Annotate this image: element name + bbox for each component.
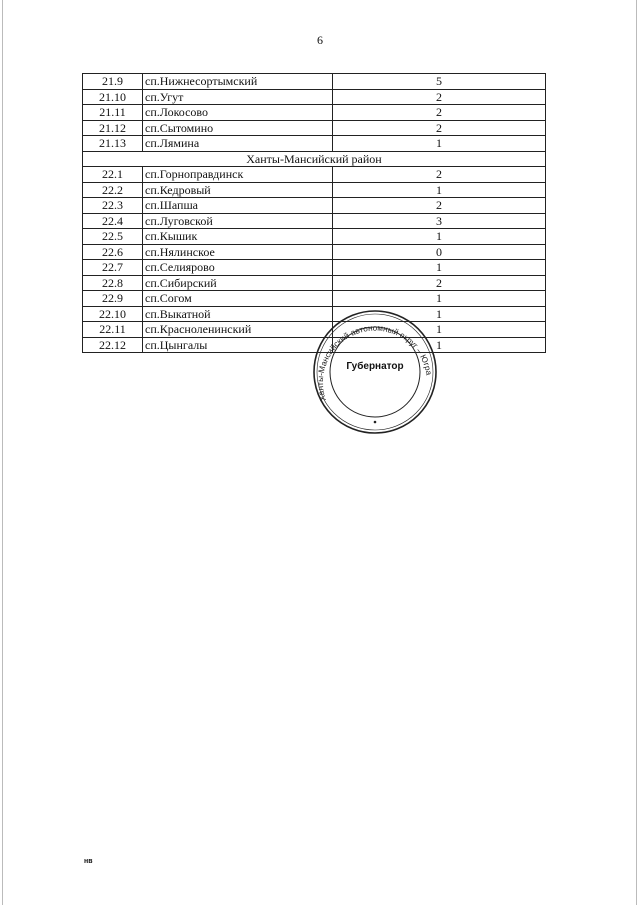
table-row <box>83 275 546 291</box>
stamp-ring-text: Ханты-Мансийский автономный округ – Югра <box>315 323 434 403</box>
table-row <box>83 244 546 260</box>
row-value: 2 <box>333 89 546 105</box>
row-number: 21.13 <box>83 136 143 152</box>
row-value: 2 <box>333 167 546 183</box>
row-value: 1 <box>333 337 546 353</box>
settlement-name: сп.Сытомино <box>143 120 333 136</box>
row-value: 1 <box>333 291 546 307</box>
settlement-name: сп.Согом <box>143 291 333 307</box>
settlement-name: сп.Цынгалы <box>143 337 333 353</box>
stamp-center-text: Губернатор <box>346 361 404 372</box>
table-row <box>83 260 546 276</box>
scan-edge-right <box>636 0 637 905</box>
row-value: 2 <box>333 105 546 121</box>
row-value: 1 <box>333 306 546 322</box>
table-row <box>83 120 546 136</box>
settlement-name: сп.Красноленинский <box>143 322 333 338</box>
table-row <box>83 198 546 214</box>
row-value: 2 <box>333 275 546 291</box>
row-number: 22.6 <box>83 244 143 260</box>
settlement-name: сп.Локосово <box>143 105 333 121</box>
section-title: Ханты-Мансийский район <box>83 151 546 167</box>
row-value: 2 <box>333 120 546 136</box>
table-row <box>83 74 546 90</box>
row-number: 21.11 <box>83 105 143 121</box>
row-value: 1 <box>333 229 546 245</box>
table-row <box>83 105 546 121</box>
settlement-name: сп.Сибирский <box>143 275 333 291</box>
row-number: 22.10 <box>83 306 143 322</box>
row-number: 22.11 <box>83 322 143 338</box>
settlement-name: сп.Селиярово <box>143 260 333 276</box>
row-number: 22.3 <box>83 198 143 214</box>
row-number: 22.7 <box>83 260 143 276</box>
row-value: 1 <box>333 136 546 152</box>
row-value: 2 <box>333 198 546 214</box>
row-number: 22.4 <box>83 213 143 229</box>
row-number: 22.2 <box>83 182 143 198</box>
row-value: 0 <box>333 244 546 260</box>
row-number: 21.12 <box>83 120 143 136</box>
settlement-name: сп.Нялинское <box>143 244 333 260</box>
row-value: 5 <box>333 74 546 90</box>
settlement-name: сп.Лямина <box>143 136 333 152</box>
row-number: 22.1 <box>83 167 143 183</box>
table-row <box>83 89 546 105</box>
row-number: 21.9 <box>83 74 143 90</box>
table-row <box>83 182 546 198</box>
row-number: 22.9 <box>83 291 143 307</box>
table-row <box>83 167 546 183</box>
scan-edge-left <box>2 0 3 905</box>
settlement-name: сп.Шапша <box>143 198 333 214</box>
settlement-name: сп.Луговской <box>143 213 333 229</box>
settlement-name: сп.Горноправдинск <box>143 167 333 183</box>
stamp-dot <box>374 421 377 424</box>
row-number: 21.10 <box>83 89 143 105</box>
table-row <box>83 229 546 245</box>
settlement-name: сп.Нижнесортымский <box>143 74 333 90</box>
governor-stamp <box>312 300 438 452</box>
table-row <box>83 213 546 229</box>
row-number: 22.8 <box>83 275 143 291</box>
settlement-name: сп.Выкатной <box>143 306 333 322</box>
row-value: 1 <box>333 182 546 198</box>
row-value: 1 <box>333 322 546 338</box>
section-row <box>83 151 546 167</box>
settlement-name: сп.Кышик <box>143 229 333 245</box>
settlement-name: сп.Кедровый <box>143 182 333 198</box>
row-value: 1 <box>333 260 546 276</box>
row-number: 22.5 <box>83 229 143 245</box>
row-number: 22.12 <box>83 337 143 353</box>
row-value: 3 <box>333 213 546 229</box>
footer-mark: нв <box>84 858 93 865</box>
page-number: 6 <box>317 33 323 47</box>
table-row <box>83 136 546 152</box>
settlement-name: сп.Угут <box>143 89 333 105</box>
